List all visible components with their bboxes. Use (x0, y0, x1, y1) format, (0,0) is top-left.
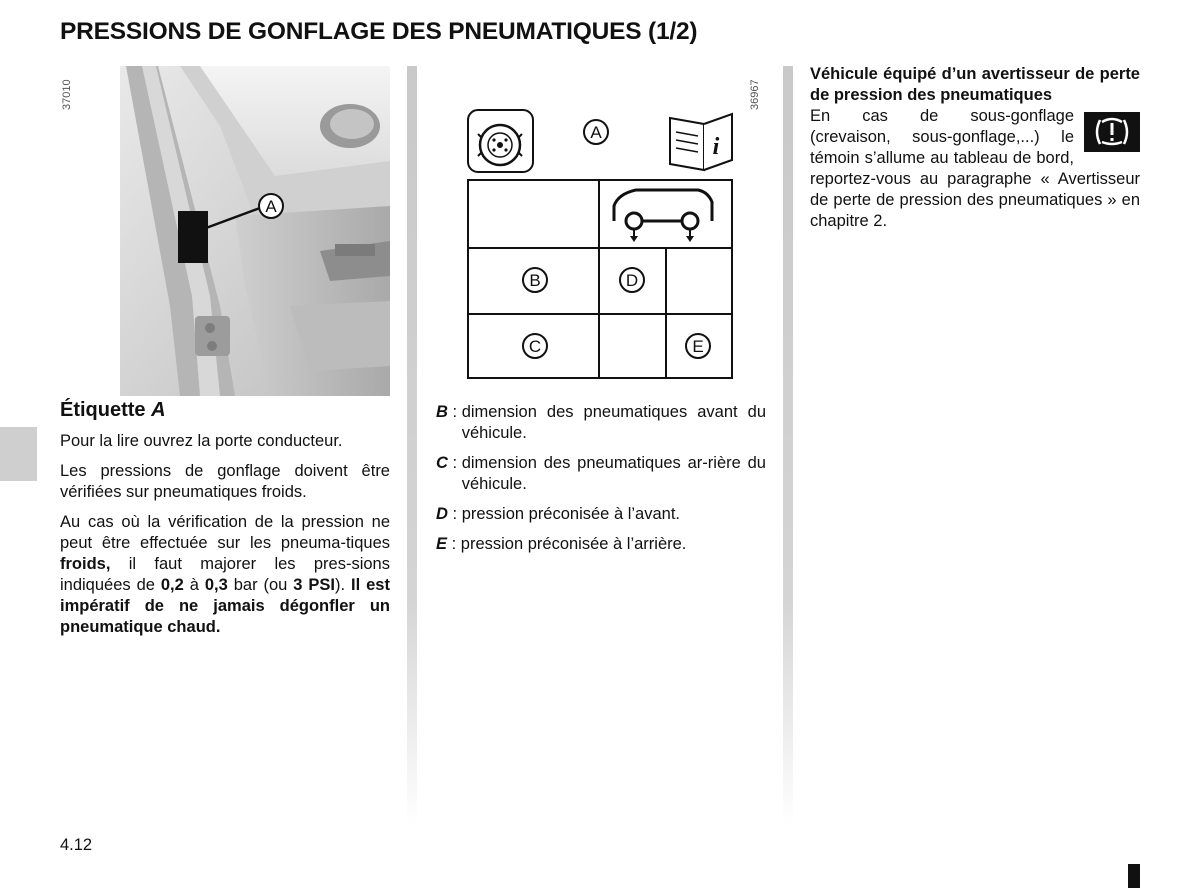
bold-run: 3 PSI (293, 576, 336, 594)
text-run: bar (ou (227, 576, 294, 594)
info-book-icon (670, 114, 732, 170)
legend-key: B (436, 403, 448, 421)
diagram-legend (436, 402, 766, 564)
legend-separator: : (447, 403, 462, 421)
legend-key: C (436, 454, 448, 472)
legend-separator: : (447, 535, 461, 553)
cell-callout-d: D (625, 271, 639, 290)
bold-run: 0,2 (160, 576, 184, 594)
section-heading-text: Étiquette (60, 399, 152, 421)
legend-item-b (436, 402, 766, 444)
legend-item-e (436, 534, 766, 555)
warning-heading: Véhicule équipé d’un avertisseur de perte de pression des pneumatiques (810, 65, 1140, 104)
diagram-callout-a: A (590, 123, 602, 142)
pressure-warning-section (810, 64, 1140, 232)
legend-item-d (436, 504, 766, 525)
label-a-section (60, 400, 390, 647)
legend-key: E (436, 535, 448, 553)
chapter-tab (0, 427, 37, 481)
section-heading-letter: A (151, 399, 166, 421)
column-divider-right (783, 66, 793, 826)
bold-run: Il est impératif de ne jamais dégonfler un pneumatique chaud. (60, 576, 390, 636)
diagram-reference-code: 36967 (749, 79, 761, 110)
warning-body (810, 106, 1140, 232)
bold-run: 0,3 (204, 576, 228, 594)
text-run: ). (335, 576, 352, 594)
svg-text:i: i (712, 134, 720, 160)
cell-callout-e: E (692, 337, 704, 356)
section-heading (60, 400, 390, 421)
photo-callout-a: A (265, 197, 277, 216)
cell-callout-c: C (528, 337, 542, 356)
warning-body-text: En cas de sous-gonflage (crevaison, sous-gonflage,...) le témoin s’allume au tableau de bord, reportez-vous au paragraphe « Avertisseur de perte de pression des pneumatiques » en chapitre 2. (810, 107, 1140, 230)
legend-description: dimension des pneumatiques ar-rière du véhicule. (461, 454, 766, 493)
tyre-pressure-icon (468, 110, 533, 172)
tyre-label-diagram (436, 66, 766, 386)
legend-item-c (436, 453, 766, 495)
bold-run: froids, (60, 555, 111, 573)
text-run: il faut majorer les pres-sions indiquées de (60, 555, 390, 594)
text-run: à (183, 576, 205, 594)
paragraph-cold-tyres: Les pressions de gonflage doivent être vérifiées sur pneumatiques froids. (60, 462, 390, 501)
paragraph-hot-tyres (60, 512, 390, 638)
column-divider-left (407, 66, 417, 826)
paragraph-open-door: Pour la lire ouvrez la porte conducteur. (60, 432, 343, 450)
photo-reference-code: 37010 (61, 79, 73, 110)
page-number: 4.12 (60, 836, 93, 854)
legend-description: pression préconisée à l’arrière. (460, 535, 687, 553)
legend-description: pression préconisée à l’avant. (461, 505, 680, 523)
text-run: Au cas où la vérification de la pression ne peut être effectuée sur les pneuma-tiques (60, 513, 390, 552)
legend-description: dimension des pneumatiques avant du véhicule. (461, 403, 766, 442)
corner-mark (1128, 864, 1140, 888)
car-door-photo (60, 66, 390, 396)
tyre-pressure-warning-icon (1084, 112, 1140, 152)
legend-key: D (436, 505, 448, 523)
legend-separator: : (447, 454, 462, 472)
page-title: PRESSIONS DE GONFLAGE DES PNEUMATIQUES (1/2) (60, 18, 698, 45)
cell-callout-b: B (529, 271, 541, 290)
legend-separator: : (447, 505, 462, 523)
